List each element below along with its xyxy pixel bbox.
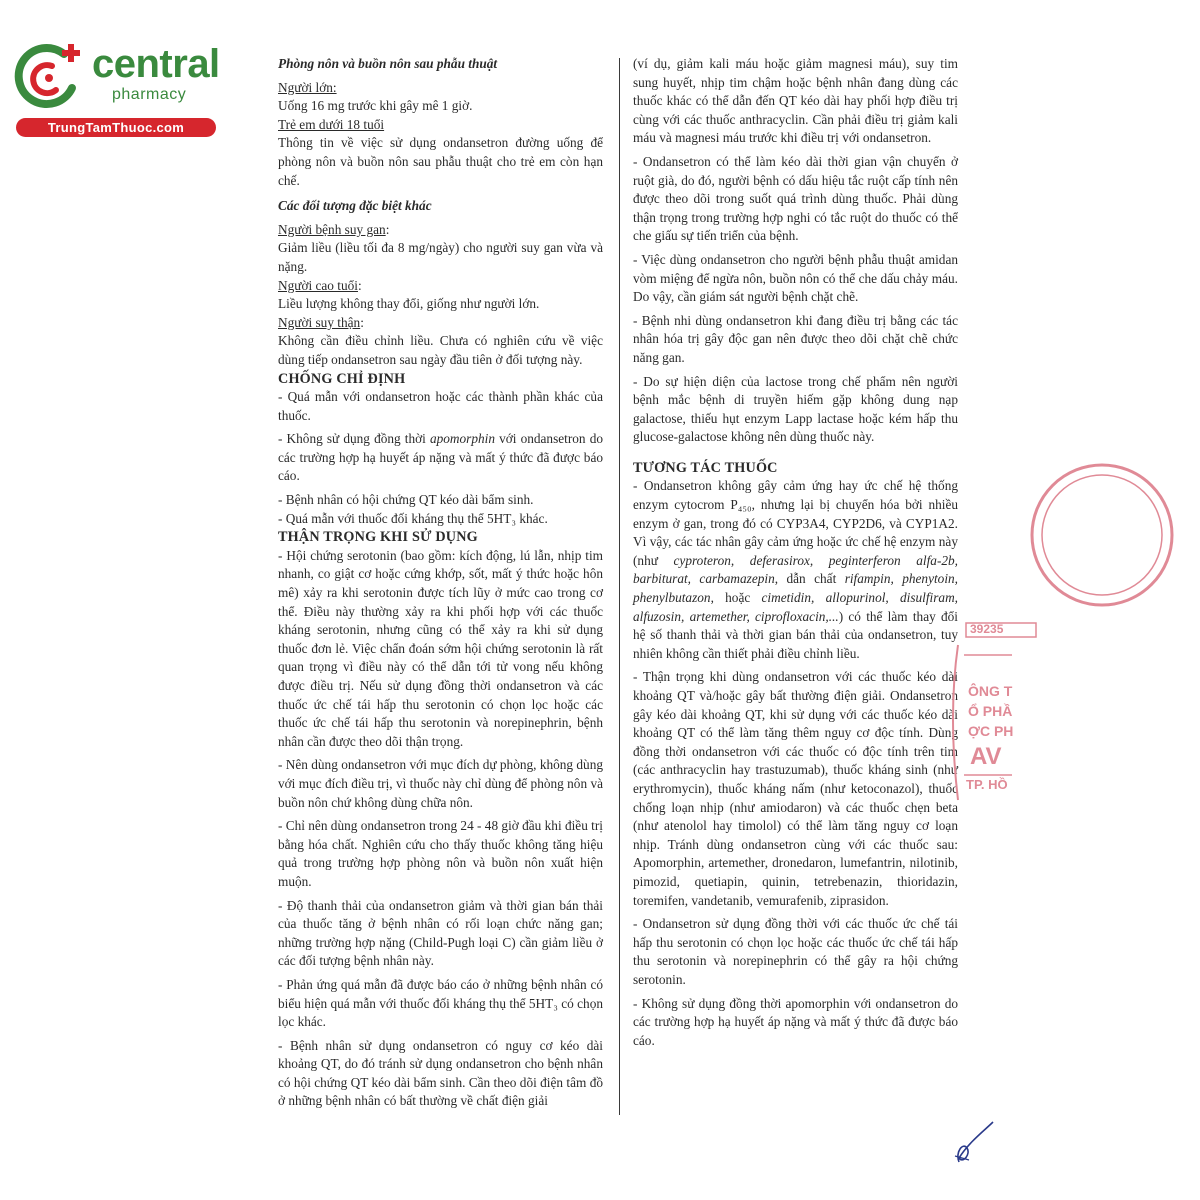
caution-heading: THẬN TRỌNG KHI SỬ DỤNG — [278, 529, 478, 546]
stamp-line: ỢC PH — [968, 723, 1014, 739]
stamp-line: TP. HỒ — [966, 777, 1008, 792]
stamp-number: 39235 — [970, 622, 1004, 636]
elderly-label: Người cao tuổi — [278, 277, 358, 293]
interaction-heading: TƯƠNG TÁC THUỐC — [633, 459, 778, 476]
stamp-line: ÔNG T — [968, 683, 1013, 699]
caution-item: - Chỉ nên dùng ondansetron trong 24 - 48 giờ đầu khi điều trị bằng hóa chất. Nghiên cứu cho thấy thuốc không tăng hiệu quả trong trường hợp phòng nôn và buồn nôn xuất hiện muộn. — [278, 818, 604, 889]
brand-name: central — [92, 42, 220, 86]
contra-item: - Không sử dụng đồng thời apomorphin với ondansetron do các trường hợp hạ huyết áp nặng và mất ý thức đã được báo cáo. — [278, 431, 603, 484]
adult-label: Người lớn: — [278, 79, 337, 95]
central-pharmacy-logo-icon — [12, 40, 86, 114]
interaction-item: - Không sử dụng đồng thời apomorphin với ondansetron do các trường hợp hạ huyết áp nặng và mất ý thức đã được báo cáo. — [633, 995, 958, 1048]
stamp-line: Ổ PHẦ — [968, 703, 1013, 719]
child-dose-text: Thông tin về việc sử dụng ondansetron đường uống để phòng nôn và buồn nôn sau phẫu thuật cho trẻ em còn hạn chế. — [278, 135, 603, 188]
brand-logo — [8, 34, 223, 144]
interaction-item: - Thận trọng khi dùng ondansetron với các thuốc kéo dài khoảng QT và/hoặc gây bất thường điện giải. Ondansetron gây kéo dài khoảng QT, khi sử dụng với các thuốc kéo dài khoảng QT có thể làm tăng thêm nguy cơ độc tính. Dùng đồng thời ondansetron với các thuốc có độc tính trên tim (các anthracyclin hay trastuzumab), thuốc kháng sinh (như erythromycin), thuốc kháng nấm (như ketoconazol), thuốc chống loạn nhịp (như amiodaron) và các thuốc chẹn beta (như atenolol hay timolol) có thể làm tăng nguy cơ loạn nhịp. Tránh dùng ondansetron cùng với các thuốc sau: Apomorphin, artemether, dronedaron, lumefantrin, nilotinib, pimozid, quetiapin, quinin, tetrebenazin, thioridazin, toremifen, vandetanib, vemurafenib, ziprasidon. — [633, 669, 958, 908]
company-stamp — [952, 455, 1200, 815]
brand-url-badge: TrungTamThuoc.com — [16, 118, 216, 137]
caution-item: - Ondansetron có thể làm kéo dài thời gian vận chuyển ở ruột già, do đó, người bệnh có dấu hiệu tắc ruột cấp tính nên được theo dõi trong suốt quá trình dùng thuốc. Phải dùng thận trọng trong trường hợp nghi có tắc ruột do thuốc có thể che giấu sự tiến triển của bệnh. — [633, 153, 958, 244]
brand-subtitle: pharmacy — [112, 86, 187, 103]
adult-dose-text: Uống 16 mg trước khi gây mê 1 giờ. — [278, 98, 473, 114]
caution-item: - Nên dùng ondansetron với mục đích dự phòng, không dùng với mục đích điều trị, vì thuốc này chỉ dùng để phòng nôn và buồn nôn chứ không dùng chữa nôn. — [278, 757, 603, 810]
elderly-text: Liều lượng không thay đổi, giống như người lớn. — [278, 296, 540, 312]
liver-label: Người bệnh suy gan — [278, 221, 386, 237]
contra-item: - Quá mẫn với thuốc đối kháng thụ thể 5HT₃ khác. — [278, 510, 548, 526]
liver-text: Giảm liều (liều tối đa 8 mg/ngày) cho người suy gan vừa và nặng. — [278, 240, 603, 274]
interaction-item: - Ondansetron không gây cảm ứng hay ức chế hệ thống enzym cytocrom P₄₅₀, nhưng lại bị chuyển hóa bởi nhiều enzym ở gan, trong đó có CYP3A4, CYP2D6, và CYP1A2. Vì vậy, các tác nhân gây cảm ứng hoặc ức chế hệ enzym này (như cyproteron, deferasirox, peginterferon alfa-2b, barbiturat, carbamazepin, dẫn chất rifampin, phenytoin, phenylbutazon, hoặc cimetidin, allopurinol, disulfiram, alfuzosin, artemether, ciprofloxacin,...) có thể làm thay đổi hệ số thanh thải và thời gian bán thải của ondansetron, tuy nhiên không cần thiết phải điều chỉnh liều. — [633, 478, 959, 661]
caution-item: - Phản ứng quá mẫn đã được báo cáo ở những bệnh nhân có biểu hiện quá mẫn với thuốc đối kháng thụ thể 5HT₃ có chọn lọc khác. — [278, 976, 603, 1030]
signature-icon — [945, 1112, 1000, 1172]
caution-item: - Hội chứng serotonin (bao gồm: kích động, lú lẫn, nhịp tim nhanh, co giật cơ hoặc cứng khớp, sốt, mất ý thức hoặc hôn mê) xảy ra khi serotonin được tích lũy ở mức cao trong cơ thể. Điều này thường xảy ra khi phối hợp với các thuốc kháng serotonin, nhưng cũng có thể xảy ra khi sử dụng thuốc đơn lẻ. Việc chẩn đoán sớm hội chứng serotonin là rất quan trọng vì điều này có thể dẫn tới tử vong nếu không được điều trị. Nếu sử dụng đồng thời ondansetron và các thuốc ức chế tái hấp thu serotonin có chọn lọc hoặc các thuốc ức chế tái hấp thu serotonin và norepinephrin, bệnh nhân cần được theo dõi thận trọng. — [278, 547, 603, 749]
caution-item: - Việc dùng ondansetron cho người bệnh phẫu thuật amidan vòm miệng để ngừa nôn, buồn nôn có thể che dấu chảy máu. Do vậy, cần giám sát người bệnh chặt chẽ. — [633, 251, 958, 305]
right-column — [633, 55, 958, 1050]
interaction-item: - Ondansetron sử dụng đồng thời với các thuốc ức chế tái hấp thu serotonin có chọn lọc hoặc các thuốc ức chế tái hấp thu serotonin và norepinephrin có thể gây ra hội chứng serotonin. — [633, 916, 958, 987]
caution-continued: (ví dụ, giảm kali máu hoặc giảm magnesi máu), suy tim sung huyết, nhịp tim chậm hoặc bệnh nhân đang dùng các thuốc khác có thể dẫn đến QT kéo dài hay phối hợp điều trị cùng với các thuốc anthracyclin. Cần phải điều trị giảm kali máu và magnesi máu trước khi điều trị với ondansetron. — [633, 56, 958, 146]
stamp-line: AV — [970, 743, 1002, 770]
kidney-label: Người suy thận — [278, 314, 361, 330]
contra-item: - Bệnh nhân có hội chứng QT kéo dài bẩm sinh. — [278, 492, 534, 508]
child-label: Trẻ em dưới 18 tuổi — [278, 116, 385, 132]
left-column: Phòng nôn và buồn nôn sau phẫu thuật Người lớn: Uống 16 mg trước khi gây mê 1 giờ. Trẻ em dưới 18 tuổi Thông tin về việc sử dụng ondansetron đường uống để phòng nôn và buồn nôn sau phẫu thuật cho trẻ em còn hạn chế. Các đối tượng đặc biệt khác Người bệnh suy gan: Giảm liều (liều tối đa 8 mg/ngày) cho người suy gan vừa và nặng. Người cao tuổi: Liều lượng không thay đổi, giống như người lớn. Người suy thận: Không cần điều chỉnh liều. Chưa có nghiên cứu về việc dùng tiếp ondansetron sau ngày đầu tiên ở đối tượng này. CHỐNG CHỈ ĐỊNH - Quá mẫn với ondansetron hoặc các thành phần khác của thuốc. - Không sử dụng đồng thời apomorphin với ondansetron do các trường hợp hạ huyết áp nặng và mất ý thức đã được báo cáo. - Bệnh nhân có hội chứng QT kéo dài bẩm sinh. - Quá mẫn với thuốc đối kháng thụ thể 5HT₃ khác. THẬN TRỌNG KHI SỬ DỤNG - Hội chứng serotonin (bao gồm: kích động, lú lẫn, nhịp tim nhanh, co giật cơ hoặc cứng khớp, sốt, mất ý thức hoặc hôn mê) xảy ra khi serotonin được tích lũy ở mức cao trong cơ thể. Điều này thường xảy ra khi phối hợp với các thuốc kháng serotonin, nhưng cũng có thể xảy ra khi sử dụng thuốc đơn lẻ. Việc chẩn đoán sớm hội chứng serotonin là rất quan trọng vì điều này có thể dẫn tới tử vong nếu không được điều trị. Nếu sử dụng đồng thời ondansetron và các thuốc ức chế tái hấp thu serotonin có chọn lọc hoặc các thuốc ức chế tái hấp thu serotonin và norepinephrin, bệnh nhân cần được theo dõi thận trọng. - Nên dùng ondansetron với mục đích dự phòng, không dùng với mục đích điều trị, vì thuốc này chỉ dùng để phòng nôn và buồn nôn chứ không dùng chữa nôn. - Chỉ nên dùng ondansetron trong 24 - 48 giờ đầu khi điều trị bằng hóa chất. Nghiên cứu cho thấy thuốc không tăng hiệu quả trong trường hợp phòng nôn và buồn nôn xuất hiện muộn. - Độ thanh thải của ondansetron giảm và thời gian bán thải của thuốc tăng ở bệnh nhân có rối loạn chức năng gan; những trường hợp nặng (Child-Pugh loại C) cần giảm liều ở các đối tượng bệnh nhân này. - Phản ứng quá mẫn đã được báo cáo ở những bệnh nhân có biểu hiện quá mẫn với thuốc đối kháng thụ thể 5HT₃ có chọn lọc khác. - Bệnh nhân sử dụng ondansetron có nguy cơ kéo dài khoảng QT, do đó tránh sử dụng ondansetron cho bệnh nhân có hội chứng QT kéo dài bẩm sinh. Cần theo dõi điện tâm đồ ở những bệnh nhân có bất thường về chất điện giải — [278, 55, 603, 1111]
contra-item: - Quá mẫn với ondansetron hoặc các thành phần khác của thuốc. — [278, 389, 603, 423]
contraindication-heading: CHỐNG CHỈ ĐỊNH — [278, 370, 406, 387]
column-divider — [619, 58, 620, 1115]
kidney-text: Không cần điều chỉnh liều. Chưa có nghiên cứu về việc dùng tiếp ondansetron sau ngày đầu tiên ở đối tượng này. — [278, 333, 603, 367]
caution-item: - Độ thanh thải của ondansetron giảm và thời gian bán thải của thuốc tăng ở bệnh nhân có rối loạn chức năng gan; những trường hợp nặng (Child-Pugh loại C) cần giảm liều ở các đối tượng bệnh nhân này. — [278, 897, 603, 969]
special-groups-heading: Các đối tượng đặc biệt khác — [278, 198, 432, 214]
caution-item: - Do sự hiện diện của lactose trong chế phẩm nên người bệnh mắc bệnh di truyền hiếm gặp không dung nạp galactose, thiếu hụt enzym Lapp lactase hoặc kém hấp thu glucose-galactose không nên dùng thuốc này. — [633, 373, 958, 445]
caution-item: - Bệnh nhân sử dụng ondansetron có nguy cơ kéo dài khoảng QT, do đó tránh sử dụng ondansetron cho bệnh nhân có hội chứng QT kéo dài bẩm sinh. Cần theo dõi điện tâm đồ ở những bệnh nhân có bất thường về chất điện giải — [278, 1037, 603, 1109]
section-subheading: Phòng nôn và buồn nôn sau phẫu thuật — [278, 56, 498, 71]
caution-item: - Bệnh nhi dùng ondansetron khi đang điều trị bằng các tác nhân hóa trị gây độc gan nên được theo dõi chặt chẽ chức năng gan. — [633, 312, 958, 365]
